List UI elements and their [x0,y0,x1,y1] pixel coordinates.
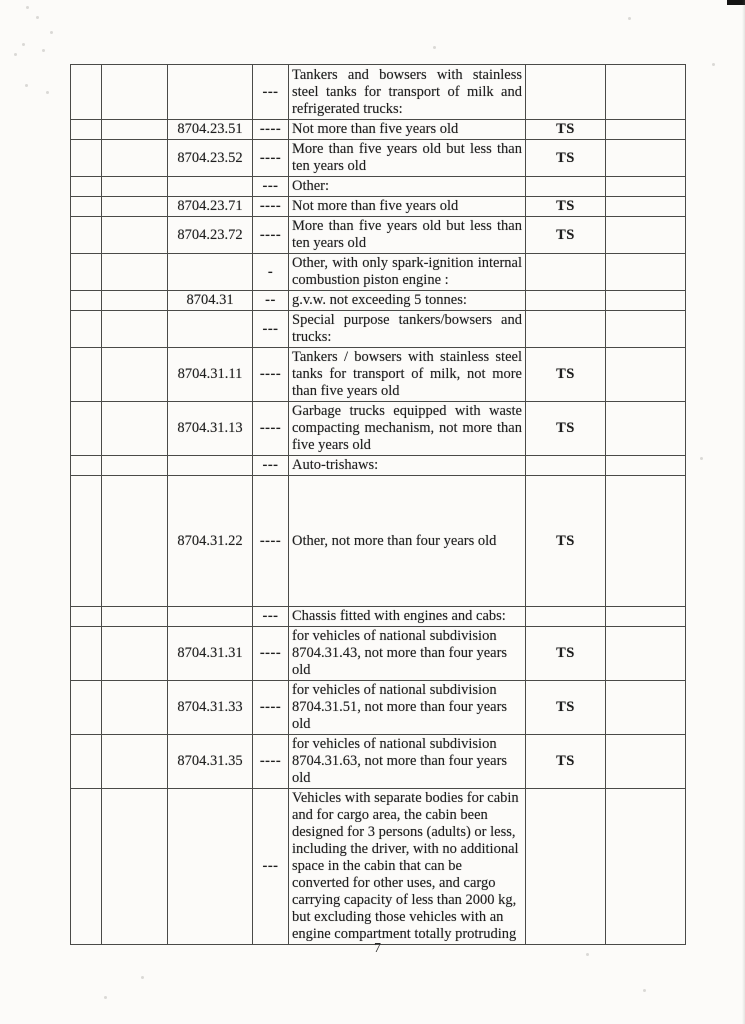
remarks-cell [606,197,686,217]
table-row [71,348,686,402]
margin-cell-2 [102,456,168,476]
indent-level-cell: ---- [253,627,289,681]
margin-cell-2 [102,735,168,789]
margin-cell-2 [102,197,168,217]
description-cell: More than five years old but less than ten years old [289,140,526,177]
hs-code-cell [168,607,253,627]
margin-cell-1 [71,789,102,945]
scan-speck [712,63,715,66]
margin-cell-2 [102,65,168,120]
scan-speck [14,53,17,56]
status-cell [526,789,606,945]
hs-code-cell: 8704.31 [168,291,253,311]
remarks-cell [606,348,686,402]
hs-code-cell [168,254,253,291]
indent-level-cell: --- [253,607,289,627]
hs-code-cell: 8704.31.11 [168,348,253,402]
margin-cell-2 [102,789,168,945]
scan-speck [628,17,631,20]
status-cell [526,456,606,476]
indent-level-cell: --- [253,311,289,348]
hs-code-cell: 8704.31.35 [168,735,253,789]
status-cell: TS [526,217,606,254]
status-cell: TS [526,197,606,217]
status-cell: TS [526,681,606,735]
indent-level-cell: ---- [253,735,289,789]
status-cell [526,177,606,197]
margin-cell-1 [71,627,102,681]
remarks-cell [606,627,686,681]
description-cell: Other, not more than four years old [289,476,526,607]
hs-code-cell [168,789,253,945]
hs-code-cell [168,177,253,197]
remarks-cell [606,402,686,456]
margin-cell-2 [102,476,168,607]
description-cell: Auto-trishaws: [289,456,526,476]
description-cell: Tankers / bowsers with stainless steel tanks for transport of milk, not more than five years old [289,348,526,402]
description-cell: More than five years old but less than ten years old [289,217,526,254]
hs-code-cell [168,65,253,120]
margin-cell-1 [71,177,102,197]
remarks-cell [606,65,686,120]
margin-cell-2 [102,140,168,177]
remarks-cell [606,476,686,607]
status-cell: TS [526,627,606,681]
table-row [71,627,686,681]
margin-cell-2 [102,681,168,735]
description-cell: for vehicles of national subdivision 8704.31.51, not more than four years old [289,681,526,735]
table-row [71,291,686,311]
hs-code-cell [168,311,253,348]
description-cell: for vehicles of national subdivision 8704.31.43, not more than four years old [289,627,526,681]
margin-cell-1 [71,402,102,456]
margin-cell-2 [102,291,168,311]
scan-speck [42,49,45,52]
remarks-cell [606,140,686,177]
indent-level-cell: ---- [253,681,289,735]
status-cell: TS [526,120,606,140]
indent-level-cell: ---- [253,197,289,217]
indent-level-cell: --- [253,65,289,120]
scan-speck [25,84,28,87]
remarks-cell [606,681,686,735]
margin-cell-1 [71,681,102,735]
description-cell: Chassis fitted with engines and cabs: [289,607,526,627]
table-row [71,120,686,140]
table-row [71,402,686,456]
status-cell [526,254,606,291]
tariff-table [70,64,686,945]
indent-level-cell: - [253,254,289,291]
margin-cell-1 [71,476,102,607]
status-cell [526,607,606,627]
indent-level-cell: --- [253,177,289,197]
status-cell [526,291,606,311]
page-number: 7 [374,941,381,956]
margin-cell-1 [71,65,102,120]
description-cell: Garbage trucks equipped with waste compacting mechanism, not more than five years old [289,402,526,456]
tariff-table-body [71,65,686,945]
margin-cell-1 [71,197,102,217]
table-row [71,476,686,607]
scan-speck [50,31,53,34]
indent-level-cell: ---- [253,348,289,402]
hs-code-cell: 8704.31.31 [168,627,253,681]
hs-code-cell [168,456,253,476]
remarks-cell [606,217,686,254]
description-cell: Not more than five years old [289,120,526,140]
table-row [71,607,686,627]
indent-level-cell: ---- [253,140,289,177]
indent-level-cell: ---- [253,402,289,456]
remarks-cell [606,254,686,291]
scan-speck [433,46,436,49]
status-cell: TS [526,402,606,456]
margin-cell-1 [71,607,102,627]
status-cell [526,311,606,348]
status-cell: TS [526,140,606,177]
table-row [71,197,686,217]
status-cell: TS [526,348,606,402]
indent-level-cell: ---- [253,120,289,140]
hs-code-cell: 8704.23.72 [168,217,253,254]
hs-code-cell: 8704.23.51 [168,120,253,140]
margin-cell-2 [102,402,168,456]
hs-code-cell: 8704.31.22 [168,476,253,607]
indent-level-cell: --- [253,789,289,945]
status-cell: TS [526,735,606,789]
margin-cell-2 [102,627,168,681]
margin-cell-1 [71,140,102,177]
hs-code-cell: 8704.23.52 [168,140,253,177]
remarks-cell [606,735,686,789]
scan-speck [104,996,107,999]
margin-cell-1 [71,735,102,789]
table-row [71,789,686,945]
description-cell: g.v.w. not exceeding 5 tonnes: [289,291,526,311]
hs-code-cell: 8704.31.13 [168,402,253,456]
scan-speck [700,457,703,460]
margin-cell-2 [102,311,168,348]
remarks-cell [606,177,686,197]
margin-cell-2 [102,177,168,197]
scan-speck [643,989,646,992]
table-row [71,177,686,197]
indent-level-cell: ---- [253,217,289,254]
margin-cell-1 [71,291,102,311]
description-cell: Other: [289,177,526,197]
margin-cell-2 [102,254,168,291]
margin-cell-1 [71,120,102,140]
remarks-cell [606,456,686,476]
margin-cell-1 [71,254,102,291]
remarks-cell [606,789,686,945]
table-row [71,735,686,789]
remarks-cell [606,607,686,627]
indent-level-cell: -- [253,291,289,311]
remarks-cell [606,120,686,140]
table-row [71,456,686,476]
hs-code-cell: 8704.31.33 [168,681,253,735]
description-cell: Tankers and bowsers with stainless steel tanks for transport of milk and refrigerated trucks: [289,65,526,120]
remarks-cell [606,311,686,348]
scan-speck [141,976,144,979]
description-cell: Special purpose tankers/bowsers and trucks: [289,311,526,348]
table-row [71,254,686,291]
status-cell: TS [526,476,606,607]
description-cell: for vehicles of national subdivision 8704.31.63, not more than four years old [289,735,526,789]
table-row [71,217,686,254]
margin-cell-2 [102,348,168,402]
margin-cell-1 [71,348,102,402]
description-cell: Not more than five years old [289,197,526,217]
description-cell: Vehicles with separate bodies for cabin and for cargo area, the cabin been designed for 3 persons (adults) or less, including the driver, with no additional space in the cabin that can be converted for other uses, and cargo carrying capacity of less than 2000 kg, but excluding those vehicles with an engine compartment totally protruding [289,789,526,945]
table-row [71,311,686,348]
table-row [71,65,686,120]
remarks-cell [606,291,686,311]
indent-level-cell: --- [253,456,289,476]
table-row [71,681,686,735]
margin-cell-1 [71,456,102,476]
scan-speck [36,16,39,19]
scan-speck [22,43,25,46]
scan-speck [26,6,29,9]
indent-level-cell: ---- [253,476,289,607]
margin-cell-1 [71,311,102,348]
margin-cell-1 [71,217,102,254]
margin-cell-2 [102,607,168,627]
description-cell: Other, with only spark-ignition internal combustion piston engine : [289,254,526,291]
table-row [71,140,686,177]
status-cell [526,65,606,120]
margin-cell-2 [102,217,168,254]
hs-code-cell: 8704.23.71 [168,197,253,217]
scan-speck [46,91,49,94]
margin-cell-2 [102,120,168,140]
